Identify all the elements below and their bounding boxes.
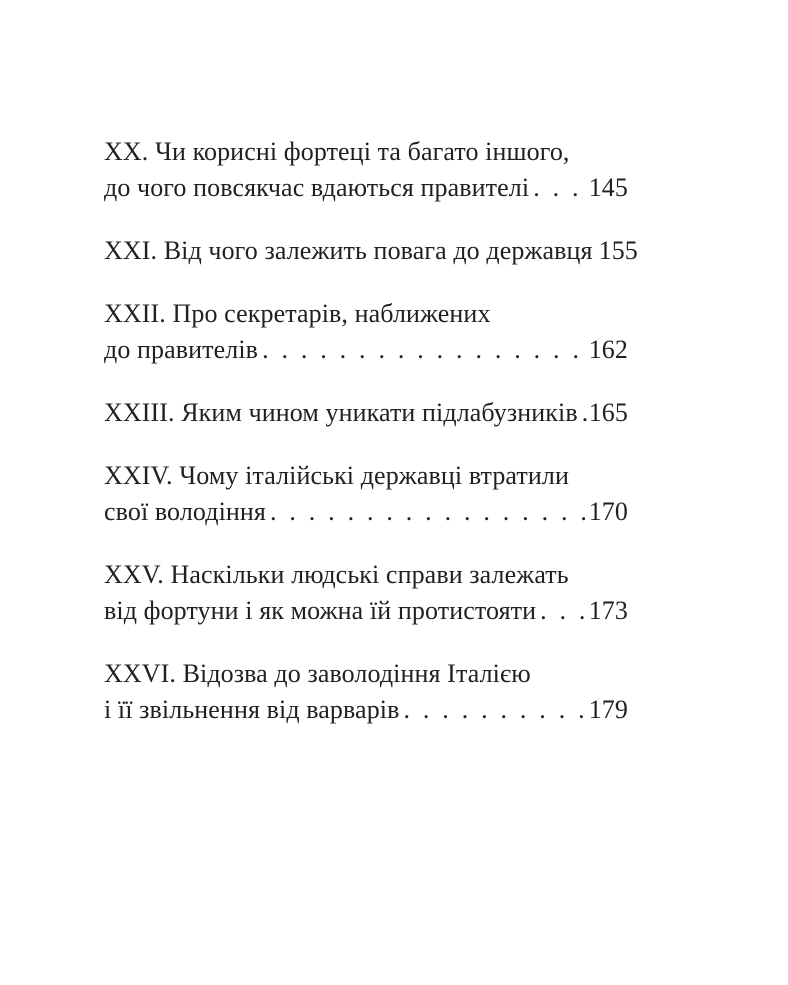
toc-entry-last-line (104, 332, 628, 368)
dot-leader (540, 593, 587, 629)
toc-entry-title-line: XXIII. Яким чином уникати підлабузників (104, 398, 578, 427)
toc-entry-last-line (104, 593, 628, 629)
toc-entry-xxv (104, 557, 628, 629)
toc-entry-title-line: XXVI. Відозва до заволодіння Італією (104, 659, 531, 688)
toc-entry-title-line: XXV. Наскільки людські справи залежать (104, 560, 569, 589)
toc-entry-title-line: XXIV. Чому італійські державці втратили (104, 461, 569, 490)
dot-leader (582, 395, 587, 431)
dot-leader (533, 170, 587, 206)
dot-leader (262, 332, 587, 368)
toc-entry-title-line: свої володіння (104, 497, 266, 526)
toc-page-number: 162 (588, 335, 628, 364)
toc-page-number: 145 (588, 173, 628, 202)
toc-entry-title-line: до правителів (104, 335, 259, 364)
dot-leader (404, 692, 587, 728)
toc-entry-xxi (104, 233, 638, 269)
toc-entry-title-line: до чого повсякчас вдаються правителі (104, 173, 530, 202)
toc-entry-xxiv (104, 458, 628, 530)
toc-entry-last-line (104, 170, 628, 206)
toc-entry-xx (104, 134, 628, 206)
toc-page-number: 170 (588, 497, 628, 526)
toc-entry-last-line (104, 692, 628, 728)
toc-page-number: 173 (588, 596, 628, 625)
toc-entry-title-line: і її звільнення від варварів (104, 695, 400, 724)
toc-page-number: 155 (598, 236, 638, 265)
toc-page-number: 179 (588, 695, 628, 724)
toc-entry-xxvi (104, 656, 628, 728)
toc-entry-xxiii (104, 395, 628, 431)
table-of-contents (104, 134, 638, 755)
toc-entry-title-line: XXI. Від чого залежить повага до державця (104, 236, 593, 265)
toc-entry-xxii (104, 296, 628, 368)
toc-entry-last-line (104, 233, 638, 269)
toc-entry-last-line (104, 494, 628, 530)
dot-leader (270, 494, 587, 530)
toc-entry-title-line: XX. Чи корисні фортеці та багато іншого, (104, 137, 570, 166)
toc-page-number: 165 (588, 398, 628, 427)
toc-entry-last-line (104, 395, 628, 431)
toc-entry-title-line: XXII. Про секретарів, наближених (104, 299, 491, 328)
toc-entry-title-line: від фортуни і як можна їй протистояти (104, 596, 537, 625)
